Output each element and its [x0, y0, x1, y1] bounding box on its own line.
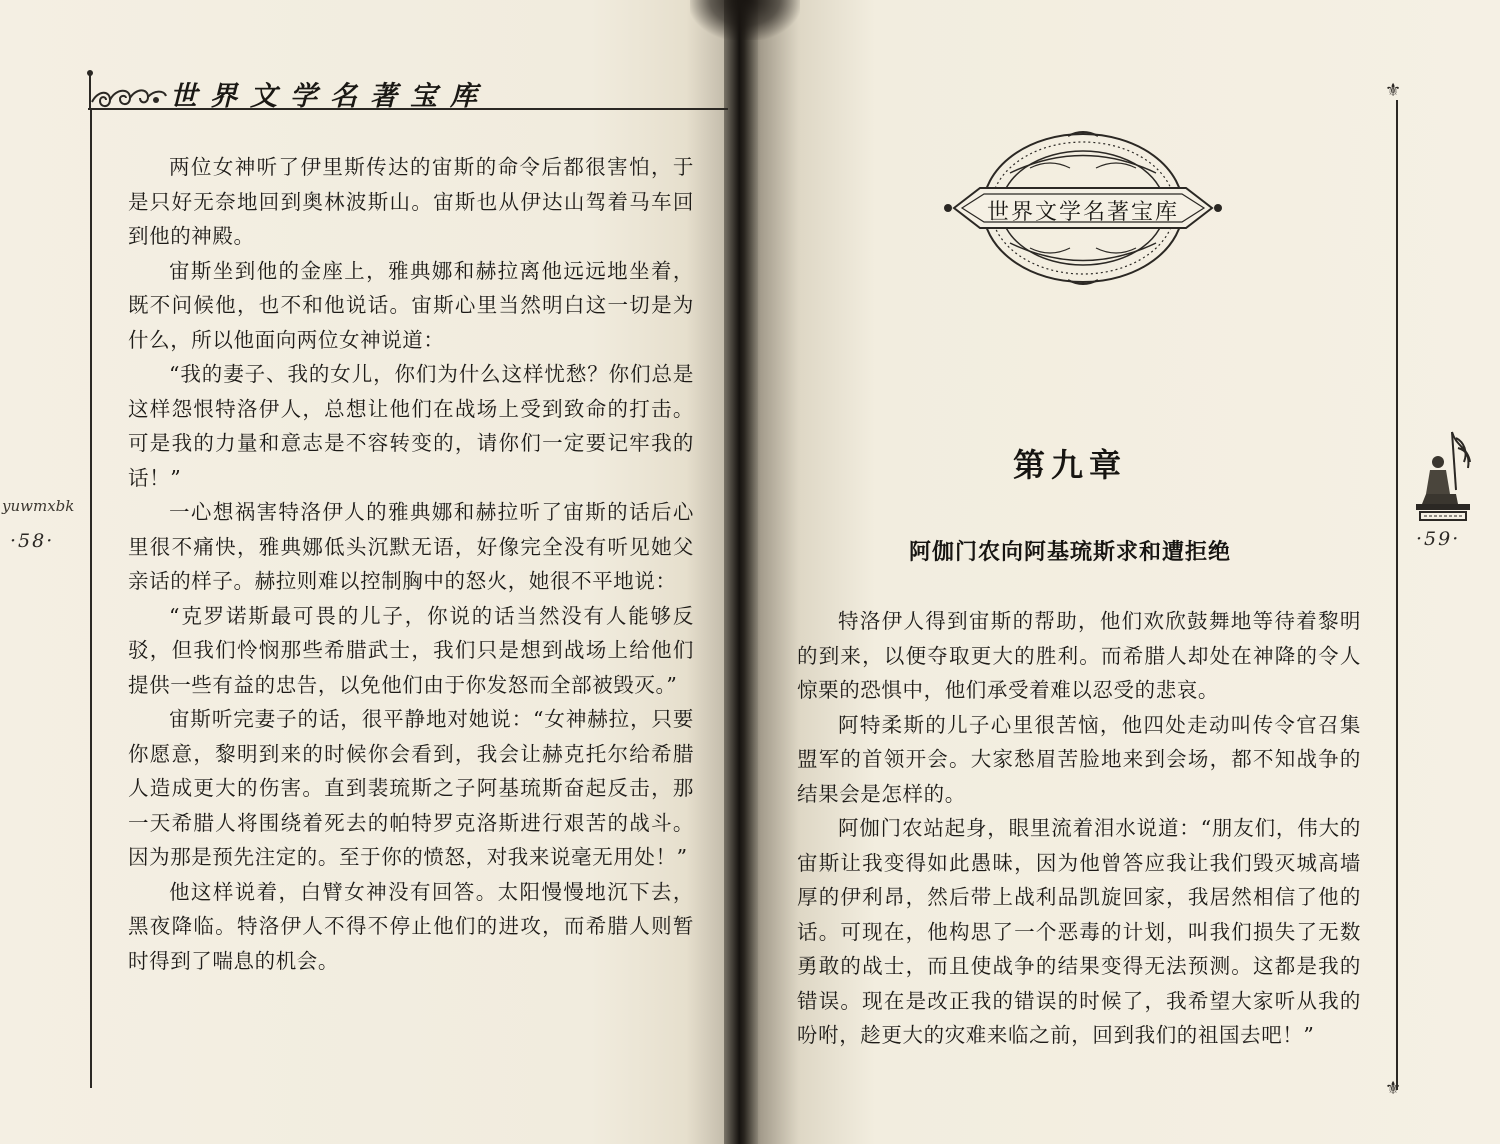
- side-watermark: yuwmxbk: [2, 497, 75, 515]
- paragraph: 一心想祸害特洛伊人的雅典娜和赫拉听了宙斯的话后心里很不痛快，雅典娜低头沉默无语，好像完全没有听见她父亲话的样子。赫拉则难以控制胸中的怒火，她很不平地说：: [128, 500, 694, 593]
- seated-figure-icon: [1412, 428, 1474, 524]
- running-header-title: 世界文学名著宝库: [170, 81, 490, 112]
- paragraph: 阿伽门农站起身，眼里流着泪水说道：“朋友们，伟大的宙斯让我变得如此愚昧，因为他曾答应我让我们毁灭城高墙厚的伊利昂，然后带上战利品凯旋回家，我居然相信了他的话。可现在，他构思了一个恶毒的计划，叫我们损失了无数勇敢的战士，而且使战争的结果变得无法预测。这都是我的错误。现在是改正我的错误的时候了，我希望大家听从我的吩咐，趁更大的灾难来临之前，回到我们的祖国去吧！”: [797, 816, 1361, 1047]
- paragraph: 宙斯听完妻子的话，很平静地对她说：“女神赫拉，只要你愿意，黎明到来的时候你会看到，我会让赫克托尔给希腊人造成更大的伤害。直到裴琉斯之子阿基琉斯奋起反击，那一天希腊人将围绕着死去的帕特罗克洛斯进行艰苦的战斗。因为那是预先注定的。至于你的愤怒，对我来说毫无用处！”: [128, 707, 694, 869]
- spine-shadow: [690, 0, 800, 40]
- paragraph: 两位女神听了伊里斯传达的宙斯的命令后都很害怕，于是只好无奈地回到奥林波斯山。宙斯也从伊达山驾着马车回到他的神殿。: [128, 155, 694, 248]
- left-margin-line: [90, 108, 92, 1088]
- paragraph: 阿特柔斯的儿子心里很苦恼，他四处走动叫传令官召集盟军的首领开会。大家愁眉苦脸地来到会场，都不知战争的结果会是怎样的。: [797, 712, 1361, 806]
- fleur-icon: ⚜: [1385, 80, 1402, 101]
- page-number-right: ·59·: [1416, 528, 1461, 550]
- paragraph: “我的妻子、我的女儿，你们为什么这样忧愁？你们总是这样怨恨特洛伊人，总想让他们在战场上受到致命的打击。可是我的力量和意志是不容转变的，请你们一定要记牢我的话！”: [128, 362, 694, 490]
- chapter-subtitle: 阿伽门农向阿基琉斯求和遭拒绝: [908, 540, 1231, 565]
- emblem-title: 世界文学名著宝库: [986, 200, 1179, 225]
- header-rule: [88, 108, 728, 110]
- left-running-header: [86, 68, 726, 118]
- right-body-text: [797, 604, 1361, 1053]
- paragraph: 宙斯坐到他的金座上，雅典娜和赫拉离他远远地坐着，既不问候他，也不和他说话。宙斯心里当然明白这一切是为什么，所以他面向两位女神说道：: [128, 258, 694, 352]
- series-emblem: [940, 128, 1226, 288]
- fleur-icon: ⚜: [1385, 1078, 1402, 1099]
- right-margin-line: [1396, 100, 1398, 1090]
- book-spine: [724, 0, 758, 1144]
- page-number-left: ·58·: [10, 530, 55, 552]
- paragraph: “克罗诺斯最可畏的儿子，你说的话当然没有人能够反驳，但我们怜悯那些希腊武士，我们只是想到战场上给他们提供一些有益的忠告，以免他们由于你发怒而全部被毁灭。”: [128, 603, 694, 697]
- chapter-title: 第九章: [1012, 446, 1127, 484]
- paragraph: 特洛伊人得到宙斯的帮助，他们欢欣鼓舞地等待着黎明的到来，以便夺取更大的胜利。而希腊人却处在神降的令人惊栗的恐惧中，他们承受着难以忍受的悲哀。: [797, 609, 1361, 702]
- left-body-text: [128, 150, 694, 978]
- scroll-ornament-icon: [86, 70, 170, 112]
- paragraph: 他这样说着，白臂女神没有回答。太阳慢慢地沉下去，黑夜降临。特洛伊人不得不停止他们的进攻，而希腊人则暂时得到了喘息的机会。: [128, 879, 694, 973]
